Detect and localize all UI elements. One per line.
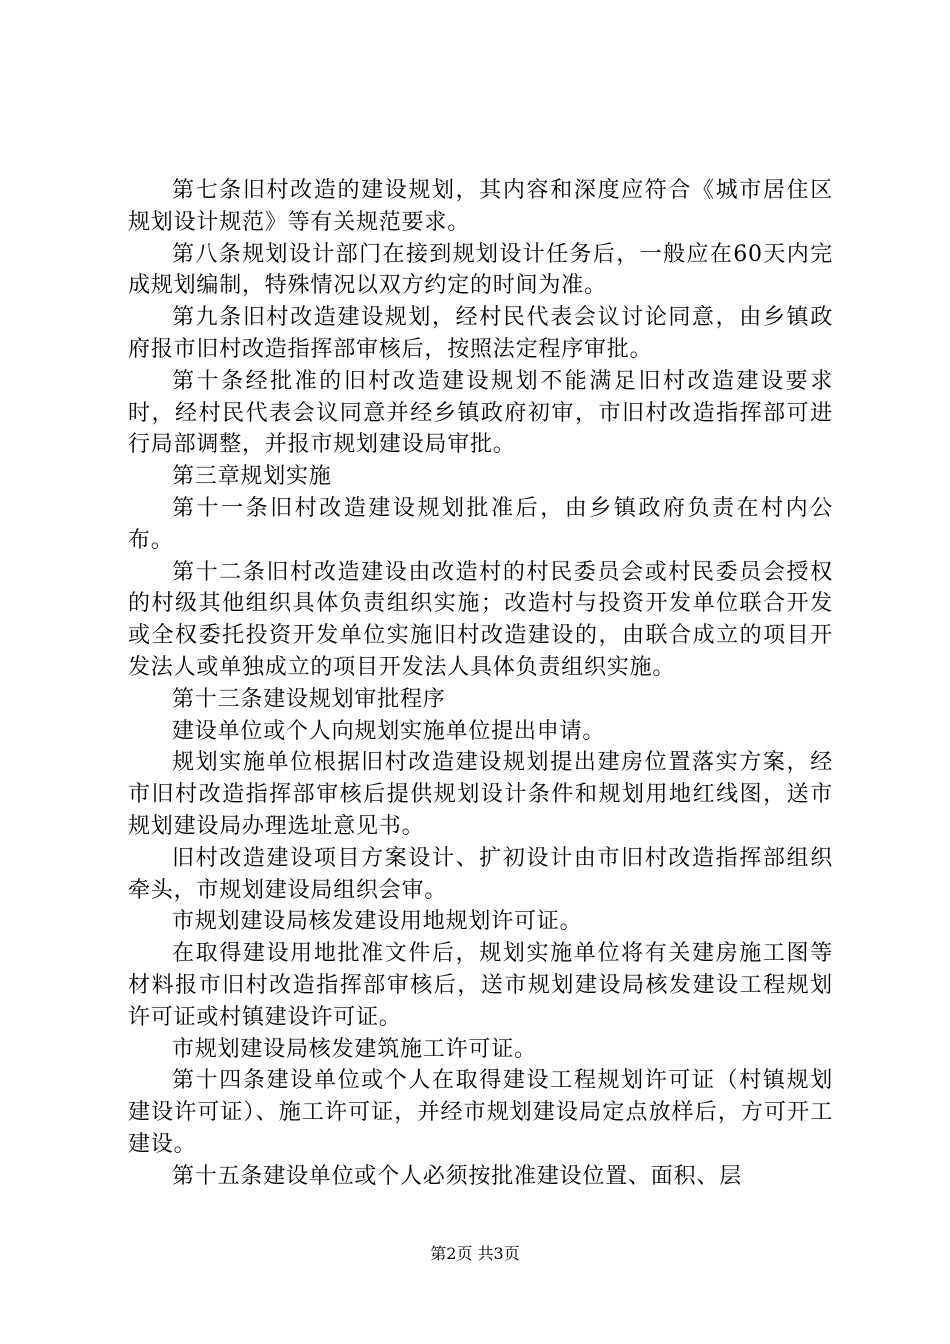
- paragraph-article-12: 第十二条旧村改造建设由改造村的村民委员会或村民委员会授权的村级其他组织具体负责组织实施；改造村与投资开发单位联合开发或全权委托投资开发单位实施旧村改造建设的，由联合成立的项目开发法人或单独成立的项目开发法人具体负责组织实施。: [128, 559, 833, 680]
- paragraph-article-15: 第十五条建设单位或个人必须按批准建设位置、面积、层: [172, 1163, 743, 1189]
- paragraph-step-construction-plan: 在取得建设用地批准文件后，规划实施单位将有关建房施工图等材料报市旧村改造指挥部审核后，送市规划建设局核发建设工程规划许可证或村镇建设许可证。: [128, 941, 833, 1030]
- paragraph-article-9: 第九条旧村改造建设规划，经村民代表会议讨论同意，由乡镇政府报市旧村改造指挥部审核后，按照法定程序审批。: [128, 305, 833, 362]
- paragraph-step-land-permit: 市规划建设局核发建设用地规划许可证。: [172, 909, 583, 935]
- paragraph-article-10: 第十条经批准的旧村改造建设规划不能满足旧村改造建设要求时，经村民代表会议同意并经乡镇政府初审，市旧村改造指挥部可进行局部调整，并报市规划建设局审批。: [128, 368, 833, 458]
- paragraph-article-11: 第十一条旧村改造建设规划批准后，由乡镇政府负责在村内公布。: [128, 495, 833, 553]
- chapter-heading-3: 第三章规划实施: [172, 464, 332, 490]
- paragraph-article-14: 第十四条建设单位或个人在取得建设工程规划许可证（村镇规划建设许可证）、施工许可证，并经市规划建设局定点放样后，方可开工建设。: [128, 1068, 833, 1157]
- page-footer: 第2页 共3页: [430, 1244, 520, 1263]
- paragraph-article-8: 第八条规划设计部门在接到规划设计任务后，一般应在60天内完成规划编制，特殊情况以双方约定的时间为准。: [128, 241, 833, 299]
- paragraph-article-7: 第七条旧村改造的建设规划，其内容和深度应符合《城市居住区规划设计规范》等有关规范要求。: [128, 178, 833, 235]
- paragraph-step-application: 建设单位或个人向规划实施单位提出申请。: [172, 718, 606, 744]
- paragraph-article-13: 第十三条建设规划审批程序: [172, 686, 446, 712]
- paragraph-step-construction-permit: 市规划建设局核发建筑施工许可证。: [172, 1036, 537, 1062]
- paragraph-step-design-review: 旧村改造建设项目方案设计、扩初设计由市旧村改造指挥部组织牵头，市规划建设局组织会审。: [128, 845, 833, 903]
- paragraph-step-site-plan: 规划实施单位根据旧村改造建设规划提出建房位置落实方案，经市旧村改造指挥部审核后提供规划设计条件和规划用地红线图，送市规划建设局办理选址意见书。: [128, 750, 833, 839]
- document-body: [128, 175, 833, 1193]
